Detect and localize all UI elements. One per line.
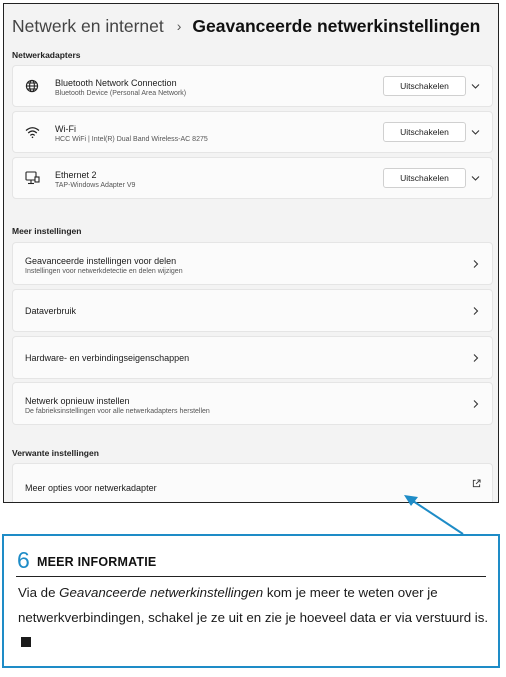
settings-item-network-reset[interactable] <box>12 382 493 425</box>
section-header-adapters: Netwerkadapters <box>12 50 81 60</box>
info-step-number: 6 <box>17 547 30 573</box>
adapter-description: HCC WiFi | Intel(R) Dual Band Wireless-AC 8275 <box>55 136 208 143</box>
adapter-name: Wi-Fi <box>55 124 76 134</box>
adapter-card-wifi[interactable] <box>12 111 493 153</box>
info-body-start: Via de <box>18 585 60 600</box>
settings-item-title: Dataverbruik <box>25 306 77 316</box>
external-link-icon <box>472 479 481 488</box>
settings-item-title: Hardware- en verbindingseigenschappen <box>25 353 190 363</box>
info-divider <box>16 576 486 577</box>
settings-item-title: Geavanceerde instellingen voor delen <box>25 256 177 266</box>
settings-item-hardware-properties[interactable] <box>12 336 493 379</box>
disable-button[interactable]: Uitschakelen <box>383 122 466 142</box>
chevron-down-icon[interactable] <box>471 128 480 137</box>
ethernet-icon <box>24 170 40 186</box>
adapter-name: Ethernet 2 <box>55 170 97 180</box>
settings-window <box>3 3 499 503</box>
end-mark <box>21 637 31 647</box>
chevron-right-icon <box>471 306 480 315</box>
breadcrumb <box>12 13 480 39</box>
chevron-right-icon <box>471 399 480 408</box>
info-body-emphasis: Geavanceerde netwerkinstellingen <box>59 585 264 600</box>
settings-item-subtitle: Instellingen voor netwerkdetectie en delen wijzigen <box>25 268 183 275</box>
settings-item-data-usage[interactable] <box>12 289 493 332</box>
wifi-icon <box>24 124 40 140</box>
info-body-end: kom je meer te weten over je netwerkverbindingen, schakel je ze uit en zie je hoeveel data er via verstuurd is. <box>18 585 489 625</box>
settings-item-title: Meer opties voor netwerkadapter <box>25 483 157 493</box>
page-title: Geavanceerde netwerkinstellingen <box>192 15 481 36</box>
chevron-down-icon[interactable] <box>471 174 480 183</box>
adapter-description: TAP-Windows Adapter V9 <box>55 182 136 189</box>
chevron-down-icon[interactable] <box>471 82 480 91</box>
chevron-right-icon <box>471 259 480 268</box>
adapter-card-bluetooth[interactable] <box>12 65 493 107</box>
settings-item-subtitle: De fabrieksinstellingen voor alle netwerkadapters herstellen <box>25 408 210 415</box>
info-box <box>2 534 500 668</box>
disable-button[interactable]: Uitschakelen <box>383 168 466 188</box>
settings-item-advanced-sharing[interactable] <box>12 242 493 285</box>
disable-button[interactable]: Uitschakelen <box>383 76 466 96</box>
chevron-right-icon <box>471 353 480 362</box>
globe-network-icon <box>24 78 40 94</box>
settings-item-more-adapter-options[interactable] <box>12 463 493 502</box>
adapter-card-ethernet[interactable] <box>12 157 493 199</box>
info-body <box>18 581 490 655</box>
settings-item-title: Netwerk opnieuw instellen <box>25 396 130 406</box>
adapter-description: Bluetooth Device (Personal Area Network) <box>55 90 187 97</box>
section-header-more-settings: Meer instellingen <box>12 226 82 236</box>
adapter-name: Bluetooth Network Connection <box>55 78 177 88</box>
breadcrumb-separator-icon: › <box>176 18 182 34</box>
info-title: MEER INFORMATIE <box>37 555 157 569</box>
section-header-related-settings: Verwante instellingen <box>12 448 99 458</box>
breadcrumb-parent[interactable]: Netwerk en internet <box>12 15 164 36</box>
